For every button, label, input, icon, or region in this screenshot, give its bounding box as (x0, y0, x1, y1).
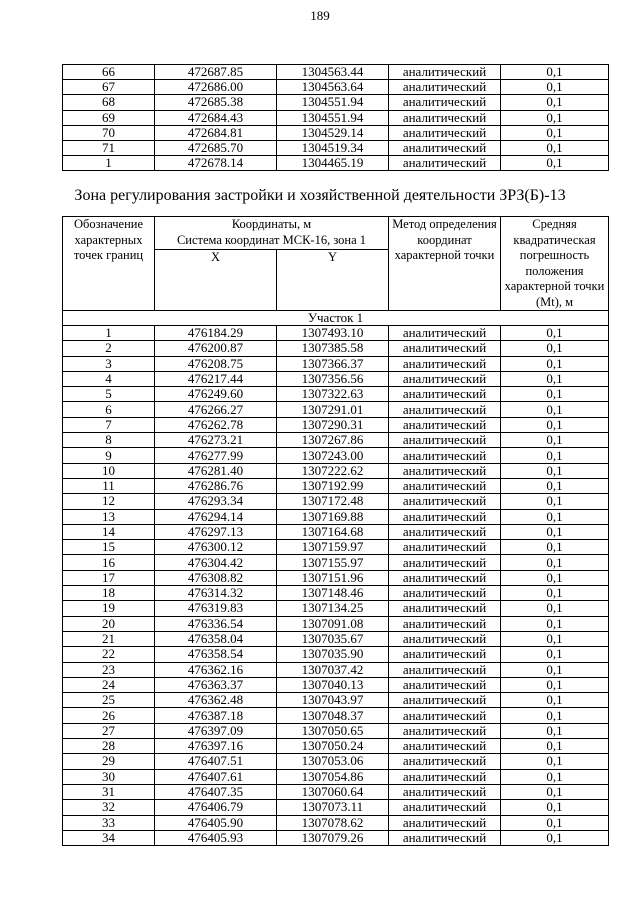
y-coordinate: 1307222.62 (277, 463, 389, 478)
table-row (63, 784, 609, 799)
table-row (63, 478, 609, 493)
y-coordinate: 1307159.97 (277, 540, 389, 555)
mean-error: 0,1 (501, 417, 609, 432)
x-coordinate: 476405.90 (155, 815, 277, 830)
point-number: 11 (63, 478, 155, 493)
point-number: 9 (63, 448, 155, 463)
mean-error: 0,1 (501, 693, 609, 708)
table-row (63, 555, 609, 570)
method: аналитический (389, 417, 501, 432)
mean-error: 0,1 (501, 433, 609, 448)
table-row (63, 356, 609, 371)
y-coordinate: 1304563.44 (277, 65, 389, 80)
point-number: 5 (63, 387, 155, 402)
method: аналитический (389, 387, 501, 402)
point-number: 14 (63, 524, 155, 539)
method: аналитический (389, 448, 501, 463)
x-coordinate: 472685.70 (155, 140, 277, 155)
zone-coordinates-table (62, 216, 609, 846)
mean-error: 0,1 (501, 555, 609, 570)
x-coordinate: 476407.35 (155, 784, 277, 799)
point-number: 17 (63, 570, 155, 585)
mean-error: 0,1 (501, 708, 609, 723)
method: аналитический (389, 95, 501, 110)
method: аналитический (389, 125, 501, 140)
method: аналитический (389, 402, 501, 417)
x-coordinate: 476363.37 (155, 677, 277, 692)
method: аналитический (389, 784, 501, 799)
y-coordinate: 1307243.00 (277, 448, 389, 463)
method: аналитический (389, 586, 501, 601)
top-table-body (63, 65, 609, 171)
mean-error: 0,1 (501, 739, 609, 754)
point-number: 1 (63, 156, 155, 171)
page-number: 189 (310, 8, 330, 23)
mean-error: 0,1 (501, 662, 609, 677)
y-coordinate: 1307493.10 (277, 326, 389, 341)
y-coordinate: 1307040.13 (277, 677, 389, 692)
mean-error: 0,1 (501, 326, 609, 341)
x-coordinate: 476308.82 (155, 570, 277, 585)
x-coordinate: 476397.16 (155, 739, 277, 754)
method: аналитический (389, 830, 501, 845)
table-row (63, 754, 609, 769)
point-number: 31 (63, 784, 155, 799)
y-coordinate: 1304465.19 (277, 156, 389, 171)
y-coordinate: 1304563.64 (277, 80, 389, 95)
header-y: Y (277, 250, 389, 311)
point-number: 29 (63, 754, 155, 769)
x-coordinate: 476293.34 (155, 494, 277, 509)
point-number: 34 (63, 830, 155, 845)
point-number: 70 (63, 125, 155, 140)
mean-error: 0,1 (501, 769, 609, 784)
y-coordinate: 1307155.97 (277, 555, 389, 570)
point-number: 8 (63, 433, 155, 448)
y-coordinate: 1307267.86 (277, 433, 389, 448)
method: аналитический (389, 540, 501, 555)
point-number: 22 (63, 647, 155, 662)
mean-error: 0,1 (501, 448, 609, 463)
y-coordinate: 1307037.42 (277, 662, 389, 677)
method: аналитический (389, 769, 501, 784)
mean-error: 0,1 (501, 586, 609, 601)
x-coordinate: 476297.13 (155, 524, 277, 539)
y-coordinate: 1304529.14 (277, 125, 389, 140)
header-coordinates (155, 217, 389, 250)
mean-error: 0,1 (501, 387, 609, 402)
table-row (63, 769, 609, 784)
header-coordinate-system: Система координат МСК-16, зона 1 (176, 232, 367, 247)
table-row (63, 80, 609, 95)
y-coordinate: 1307048.37 (277, 708, 389, 723)
y-coordinate: 1307172.48 (277, 494, 389, 509)
x-coordinate: 476405.93 (155, 830, 277, 845)
method: аналитический (389, 815, 501, 830)
mean-error: 0,1 (501, 631, 609, 646)
header-point-designation: Обозначение характерных точек границ (63, 217, 155, 311)
y-coordinate: 1307079.26 (277, 830, 389, 845)
point-number: 23 (63, 662, 155, 677)
method: аналитический (389, 356, 501, 371)
point-number: 28 (63, 739, 155, 754)
x-coordinate: 476277.99 (155, 448, 277, 463)
table-row (63, 677, 609, 692)
mean-error: 0,1 (501, 110, 609, 125)
table-row (63, 708, 609, 723)
y-coordinate: 1307134.25 (277, 601, 389, 616)
x-coordinate: 476273.21 (155, 433, 277, 448)
point-number: 33 (63, 815, 155, 830)
mean-error: 0,1 (501, 341, 609, 356)
table-row (63, 402, 609, 417)
mean-error: 0,1 (501, 494, 609, 509)
y-coordinate: 1307054.86 (277, 769, 389, 784)
y-coordinate: 1307151.96 (277, 570, 389, 585)
x-coordinate: 476362.48 (155, 693, 277, 708)
table-row (63, 631, 609, 646)
method: аналитический (389, 601, 501, 616)
table-row (63, 371, 609, 386)
y-coordinate: 1307035.90 (277, 647, 389, 662)
method: аналитический (389, 326, 501, 341)
top-coordinates-table (62, 64, 609, 171)
method: аналитический (389, 371, 501, 386)
table-row (63, 494, 609, 509)
mean-error: 0,1 (501, 830, 609, 845)
x-coordinate: 476397.09 (155, 723, 277, 738)
x-coordinate: 476281.40 (155, 463, 277, 478)
method: аналитический (389, 647, 501, 662)
x-coordinate: 476358.04 (155, 631, 277, 646)
y-coordinate: 1307053.06 (277, 754, 389, 769)
point-number: 7 (63, 417, 155, 432)
y-coordinate: 1307091.08 (277, 616, 389, 631)
method: аналитический (389, 754, 501, 769)
point-number: 6 (63, 402, 155, 417)
point-number: 67 (63, 80, 155, 95)
table-row (63, 723, 609, 738)
mean-error: 0,1 (501, 647, 609, 662)
y-coordinate: 1307385.58 (277, 341, 389, 356)
mean-error: 0,1 (501, 356, 609, 371)
method: аналитический (389, 570, 501, 585)
point-number: 71 (63, 140, 155, 155)
x-coordinate: 476336.54 (155, 616, 277, 631)
x-coordinate: 472684.43 (155, 110, 277, 125)
x-coordinate: 476387.18 (155, 708, 277, 723)
mean-error: 0,1 (501, 754, 609, 769)
point-number: 27 (63, 723, 155, 738)
mean-error: 0,1 (501, 80, 609, 95)
y-coordinate: 1307192.99 (277, 478, 389, 493)
x-coordinate: 476358.54 (155, 647, 277, 662)
table-row (63, 739, 609, 754)
zone-title: Зона регулирования застройки и хозяйственной деятельности ЗРЗ(Б)-13 (74, 187, 566, 204)
table-row (63, 433, 609, 448)
y-coordinate: 1307169.88 (277, 509, 389, 524)
y-coordinate: 1307043.97 (277, 693, 389, 708)
point-number: 69 (63, 110, 155, 125)
y-coordinate: 1304519.34 (277, 140, 389, 155)
mean-error: 0,1 (501, 156, 609, 171)
mean-error: 0,1 (501, 815, 609, 830)
y-coordinate: 1307035.67 (277, 631, 389, 646)
table-row (63, 65, 609, 80)
table-row (63, 616, 609, 631)
x-coordinate: 476200.87 (155, 341, 277, 356)
mean-error: 0,1 (501, 723, 609, 738)
x-coordinate: 476362.16 (155, 662, 277, 677)
mean-error: 0,1 (501, 524, 609, 539)
zone-table-body (63, 326, 609, 846)
y-coordinate: 1307050.24 (277, 739, 389, 754)
table-row (63, 586, 609, 601)
table-row (63, 417, 609, 432)
x-coordinate: 476208.75 (155, 356, 277, 371)
x-coordinate: 472687.85 (155, 65, 277, 80)
x-coordinate: 476314.32 (155, 586, 277, 601)
point-number: 25 (63, 693, 155, 708)
method: аналитический (389, 555, 501, 570)
x-coordinate: 472686.00 (155, 80, 277, 95)
y-coordinate: 1307060.64 (277, 784, 389, 799)
x-coordinate: 476304.42 (155, 555, 277, 570)
method: аналитический (389, 341, 501, 356)
point-number: 66 (63, 65, 155, 80)
section-label: Участок 1 (63, 311, 609, 326)
x-coordinate: 476262.78 (155, 417, 277, 432)
method: аналитический (389, 478, 501, 493)
method: аналитический (389, 616, 501, 631)
header-method: Метод определения координат характерной точки (389, 217, 501, 311)
x-coordinate: 476319.83 (155, 601, 277, 616)
table-row (63, 815, 609, 830)
table-row (63, 463, 609, 478)
point-number: 15 (63, 540, 155, 555)
method: аналитический (389, 509, 501, 524)
table-row (63, 647, 609, 662)
method: аналитический (389, 140, 501, 155)
table-row (63, 662, 609, 677)
mean-error: 0,1 (501, 65, 609, 80)
table-row (63, 387, 609, 402)
method: аналитический (389, 677, 501, 692)
y-coordinate: 1307290.31 (277, 417, 389, 432)
method: аналитический (389, 800, 501, 815)
y-coordinate: 1307366.37 (277, 356, 389, 371)
point-number: 24 (63, 677, 155, 692)
y-coordinate: 1307164.68 (277, 524, 389, 539)
table-row (63, 540, 609, 555)
mean-error: 0,1 (501, 402, 609, 417)
table-row (63, 693, 609, 708)
mean-error: 0,1 (501, 140, 609, 155)
method: аналитический (389, 433, 501, 448)
point-number: 20 (63, 616, 155, 631)
mean-error: 0,1 (501, 800, 609, 815)
x-coordinate: 476294.14 (155, 509, 277, 524)
mean-error: 0,1 (501, 95, 609, 110)
mean-error: 0,1 (501, 125, 609, 140)
table-row (63, 110, 609, 125)
method: аналитический (389, 65, 501, 80)
x-coordinate: 476406.79 (155, 800, 277, 815)
table-row (63, 800, 609, 815)
point-number: 30 (63, 769, 155, 784)
table-row (63, 156, 609, 171)
x-coordinate: 472678.14 (155, 156, 277, 171)
point-number: 10 (63, 463, 155, 478)
x-coordinate: 476249.60 (155, 387, 277, 402)
header-mean-error: Средняя квадратическая погрешность положения характерной точки (Mt), м (501, 217, 609, 311)
method: аналитический (389, 524, 501, 539)
mean-error: 0,1 (501, 509, 609, 524)
method: аналитический (389, 723, 501, 738)
table-row (63, 326, 609, 341)
table-row (63, 524, 609, 539)
x-coordinate: 472684.81 (155, 125, 277, 140)
y-coordinate: 1304551.94 (277, 110, 389, 125)
point-number: 4 (63, 371, 155, 386)
method: аналитический (389, 156, 501, 171)
y-coordinate: 1304551.94 (277, 95, 389, 110)
x-coordinate: 476407.61 (155, 769, 277, 784)
y-coordinate: 1307148.46 (277, 586, 389, 601)
table-row (63, 341, 609, 356)
mean-error: 0,1 (501, 616, 609, 631)
y-coordinate: 1307322.63 (277, 387, 389, 402)
table-row (63, 509, 609, 524)
y-coordinate: 1307078.62 (277, 815, 389, 830)
mean-error: 0,1 (501, 784, 609, 799)
header-x: X (155, 250, 277, 311)
table-row (63, 140, 609, 155)
method: аналитический (389, 80, 501, 95)
point-number: 19 (63, 601, 155, 616)
table-row (63, 570, 609, 585)
y-coordinate: 1307356.56 (277, 371, 389, 386)
x-coordinate: 476286.76 (155, 478, 277, 493)
point-number: 32 (63, 800, 155, 815)
method: аналитический (389, 693, 501, 708)
table-row (63, 448, 609, 463)
mean-error: 0,1 (501, 570, 609, 585)
point-number: 3 (63, 356, 155, 371)
method: аналитический (389, 708, 501, 723)
x-coordinate: 472685.38 (155, 95, 277, 110)
x-coordinate: 476407.51 (155, 754, 277, 769)
method: аналитический (389, 662, 501, 677)
y-coordinate: 1307073.11 (277, 800, 389, 815)
method: аналитический (389, 463, 501, 478)
point-number: 16 (63, 555, 155, 570)
point-number: 21 (63, 631, 155, 646)
method: аналитический (389, 739, 501, 754)
method: аналитический (389, 631, 501, 646)
method: аналитический (389, 110, 501, 125)
header-coordinates-label: Координаты, м (231, 217, 312, 231)
x-coordinate: 476300.12 (155, 540, 277, 555)
point-number: 12 (63, 494, 155, 509)
point-number: 1 (63, 326, 155, 341)
method: аналитический (389, 494, 501, 509)
point-number: 18 (63, 586, 155, 601)
mean-error: 0,1 (501, 677, 609, 692)
x-coordinate: 476217.44 (155, 371, 277, 386)
y-coordinate: 1307050.65 (277, 723, 389, 738)
x-coordinate: 476266.27 (155, 402, 277, 417)
y-coordinate: 1307291.01 (277, 402, 389, 417)
mean-error: 0,1 (501, 540, 609, 555)
table-row (63, 830, 609, 845)
point-number: 2 (63, 341, 155, 356)
point-number: 13 (63, 509, 155, 524)
point-number: 68 (63, 95, 155, 110)
table-row (63, 125, 609, 140)
point-number: 26 (63, 708, 155, 723)
mean-error: 0,1 (501, 601, 609, 616)
x-coordinate: 476184.29 (155, 326, 277, 341)
mean-error: 0,1 (501, 371, 609, 386)
mean-error: 0,1 (501, 478, 609, 493)
table-row (63, 95, 609, 110)
table-row (63, 601, 609, 616)
mean-error: 0,1 (501, 463, 609, 478)
